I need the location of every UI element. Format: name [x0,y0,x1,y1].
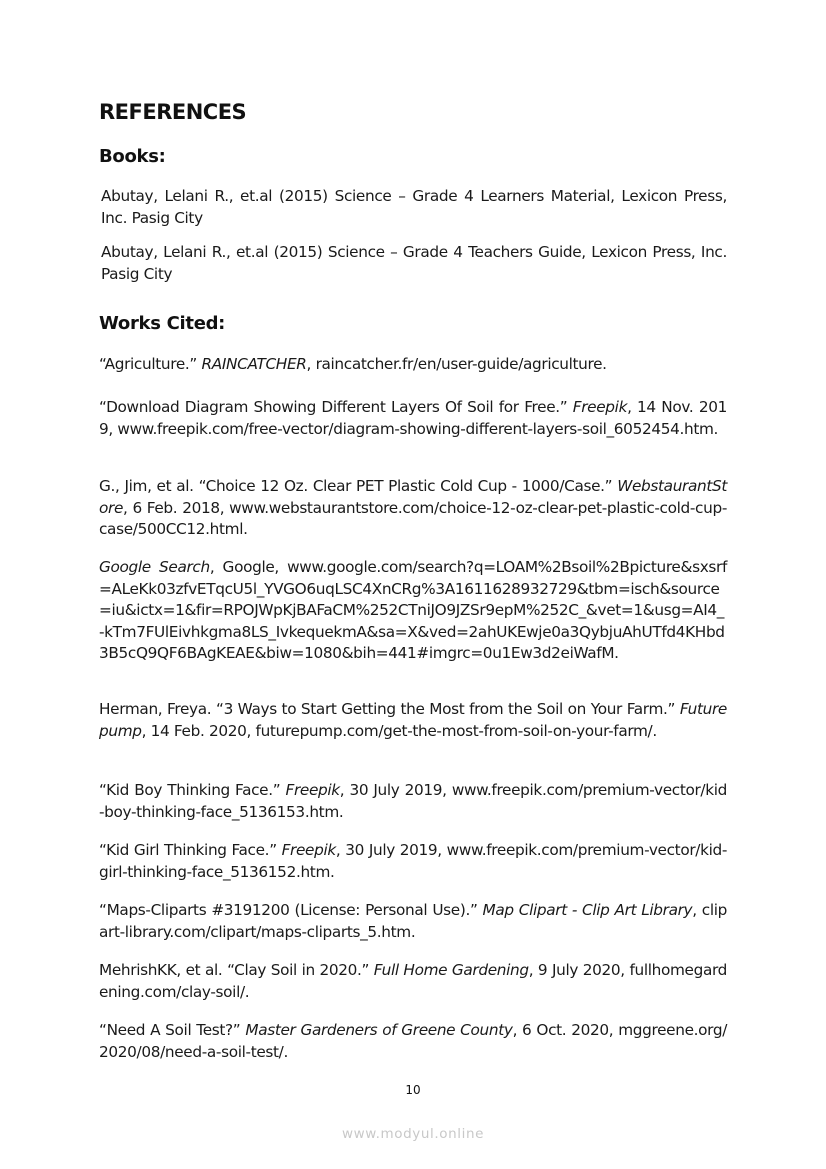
entry-source: Futurepump [99,700,727,740]
entry-text: , Google, www.google.com/search?q=LOAM%2Bsoil%2Bpicture&sxsrf=ALeKk03zfvETqcU5l_YVGO6uqLSC4XnCRg%3A1611628932729&tbm=isch&source=iu&ictx=1&fir=RPOJWpKjBAFaCM%252CTniJO9JZSr9epM%252C_&vet=1&usg=AI4_-kTm7FUlEivhkgma8LS_IvkequekmA&sa=X&ved=2ahUKEwje0a3QybjuAhUTfd4KHbd3B5cQ9QF6BAgKEAE&biw=1080&bih=441#imgrc=0u1Ew3d2eiWafM. [99,558,727,662]
entry-text: Herman, Freya. “3 Ways to Start Getting the Most from the Soil on Your Farm.” [99,700,680,718]
entry-source: Full Home Gardening [373,961,529,979]
entry-source: Freepik [572,398,628,416]
work-cited-entry [99,960,727,1003]
work-cited-entry [99,780,727,823]
page-title: REFERENCES [99,100,247,124]
entry-source: Google Search [99,558,210,576]
entry-text: G., Jim, et al. “Choice 12 Oz. Clear PET Plastic Cold Cup - 1000/Case.” [99,477,618,495]
work-cited-entry [99,840,727,883]
entry-source: RAINCATCHER [201,355,307,373]
entry-text: , 9 July 2020, fullhomegardening.com/clay-soil/. [99,961,727,1001]
entry-text: , raincatcher.fr/en/user-guide/agriculture. [306,355,607,373]
entry-text: , 14 Feb. 2020, futurepump.com/get-the-most-from-soil-on-your-farm/. [141,721,657,740]
book-reference: Abutay, Lelani R., et.al (2015) Science – Grade 4 Teachers Guide, Lexicon Press, Inc. Pasig City [101,243,727,283]
work-cited-entry [99,476,727,541]
work-cited-entry [99,397,727,440]
entry-text: , 6 Oct. 2020, mggreene.org/2020/08/need-a-soil-test/. [99,1021,727,1061]
entry-source: WebstaurantStore [99,477,727,517]
entry-text: “Agriculture.” [99,355,202,373]
entry-source: Freepik [281,841,336,859]
entry-source: Map Clipart - Clip Art Library [482,901,693,919]
page-number: 10 [405,1083,421,1097]
entry-text: , 30 July 2019, www.freepik.com/premium-vector/kid-girl-thinking-face_5136152.htm. [99,841,728,881]
entry-source: Freepik [285,781,340,799]
entry-text: “Maps-Cliparts #3191200 (License: Personal Use).” [99,901,483,919]
work-cited-entry [99,557,727,665]
entry-text: “Download Diagram Showing Different Layers Of Soil for Free.” [99,398,573,416]
book-reference: Abutay, Lelani R., et.al (2015) Science – Grade 4 Learners Material, Lexicon Press, Inc. Pasig City [101,187,727,227]
entry-text: MehrishKK, et al. “Clay Soil in 2020.” [99,961,374,979]
entry-text: , 30 July 2019, www.freepik.com/premium-vector/kid-boy-thinking-face_5136153.htm. [99,781,727,821]
work-cited-entry [99,1020,727,1063]
entry-text: “Kid Boy Thinking Face.” [99,781,286,799]
works-cited-heading: Works Cited: [99,313,226,334]
work-cited-entry [99,900,727,943]
work-cited-entry [99,699,727,742]
entry-text: , clipart-library.com/clipart/maps-cliparts_5.htm. [99,901,727,941]
entry-text: “Need A Soil Test?” [99,1021,246,1039]
entry-text: , 6 Feb. 2018, www.webstaurantstore.com/choice-12-oz-clear-pet-plastic-cold-cup-case/500CC12.html. [99,498,727,538]
entry-source: Master Gardeners of Greene County [245,1021,513,1039]
watermark: www.modyul.online [341,1126,485,1142]
books-heading: Books: [99,146,166,167]
entry-text: , 14 Nov. 2019, www.freepik.com/free-vector/diagram-showing-different-layers-soil_6052454.htm. [99,398,727,438]
work-cited-entry [99,354,727,376]
entry-text: “Kid Girl Thinking Face.” [99,841,282,859]
